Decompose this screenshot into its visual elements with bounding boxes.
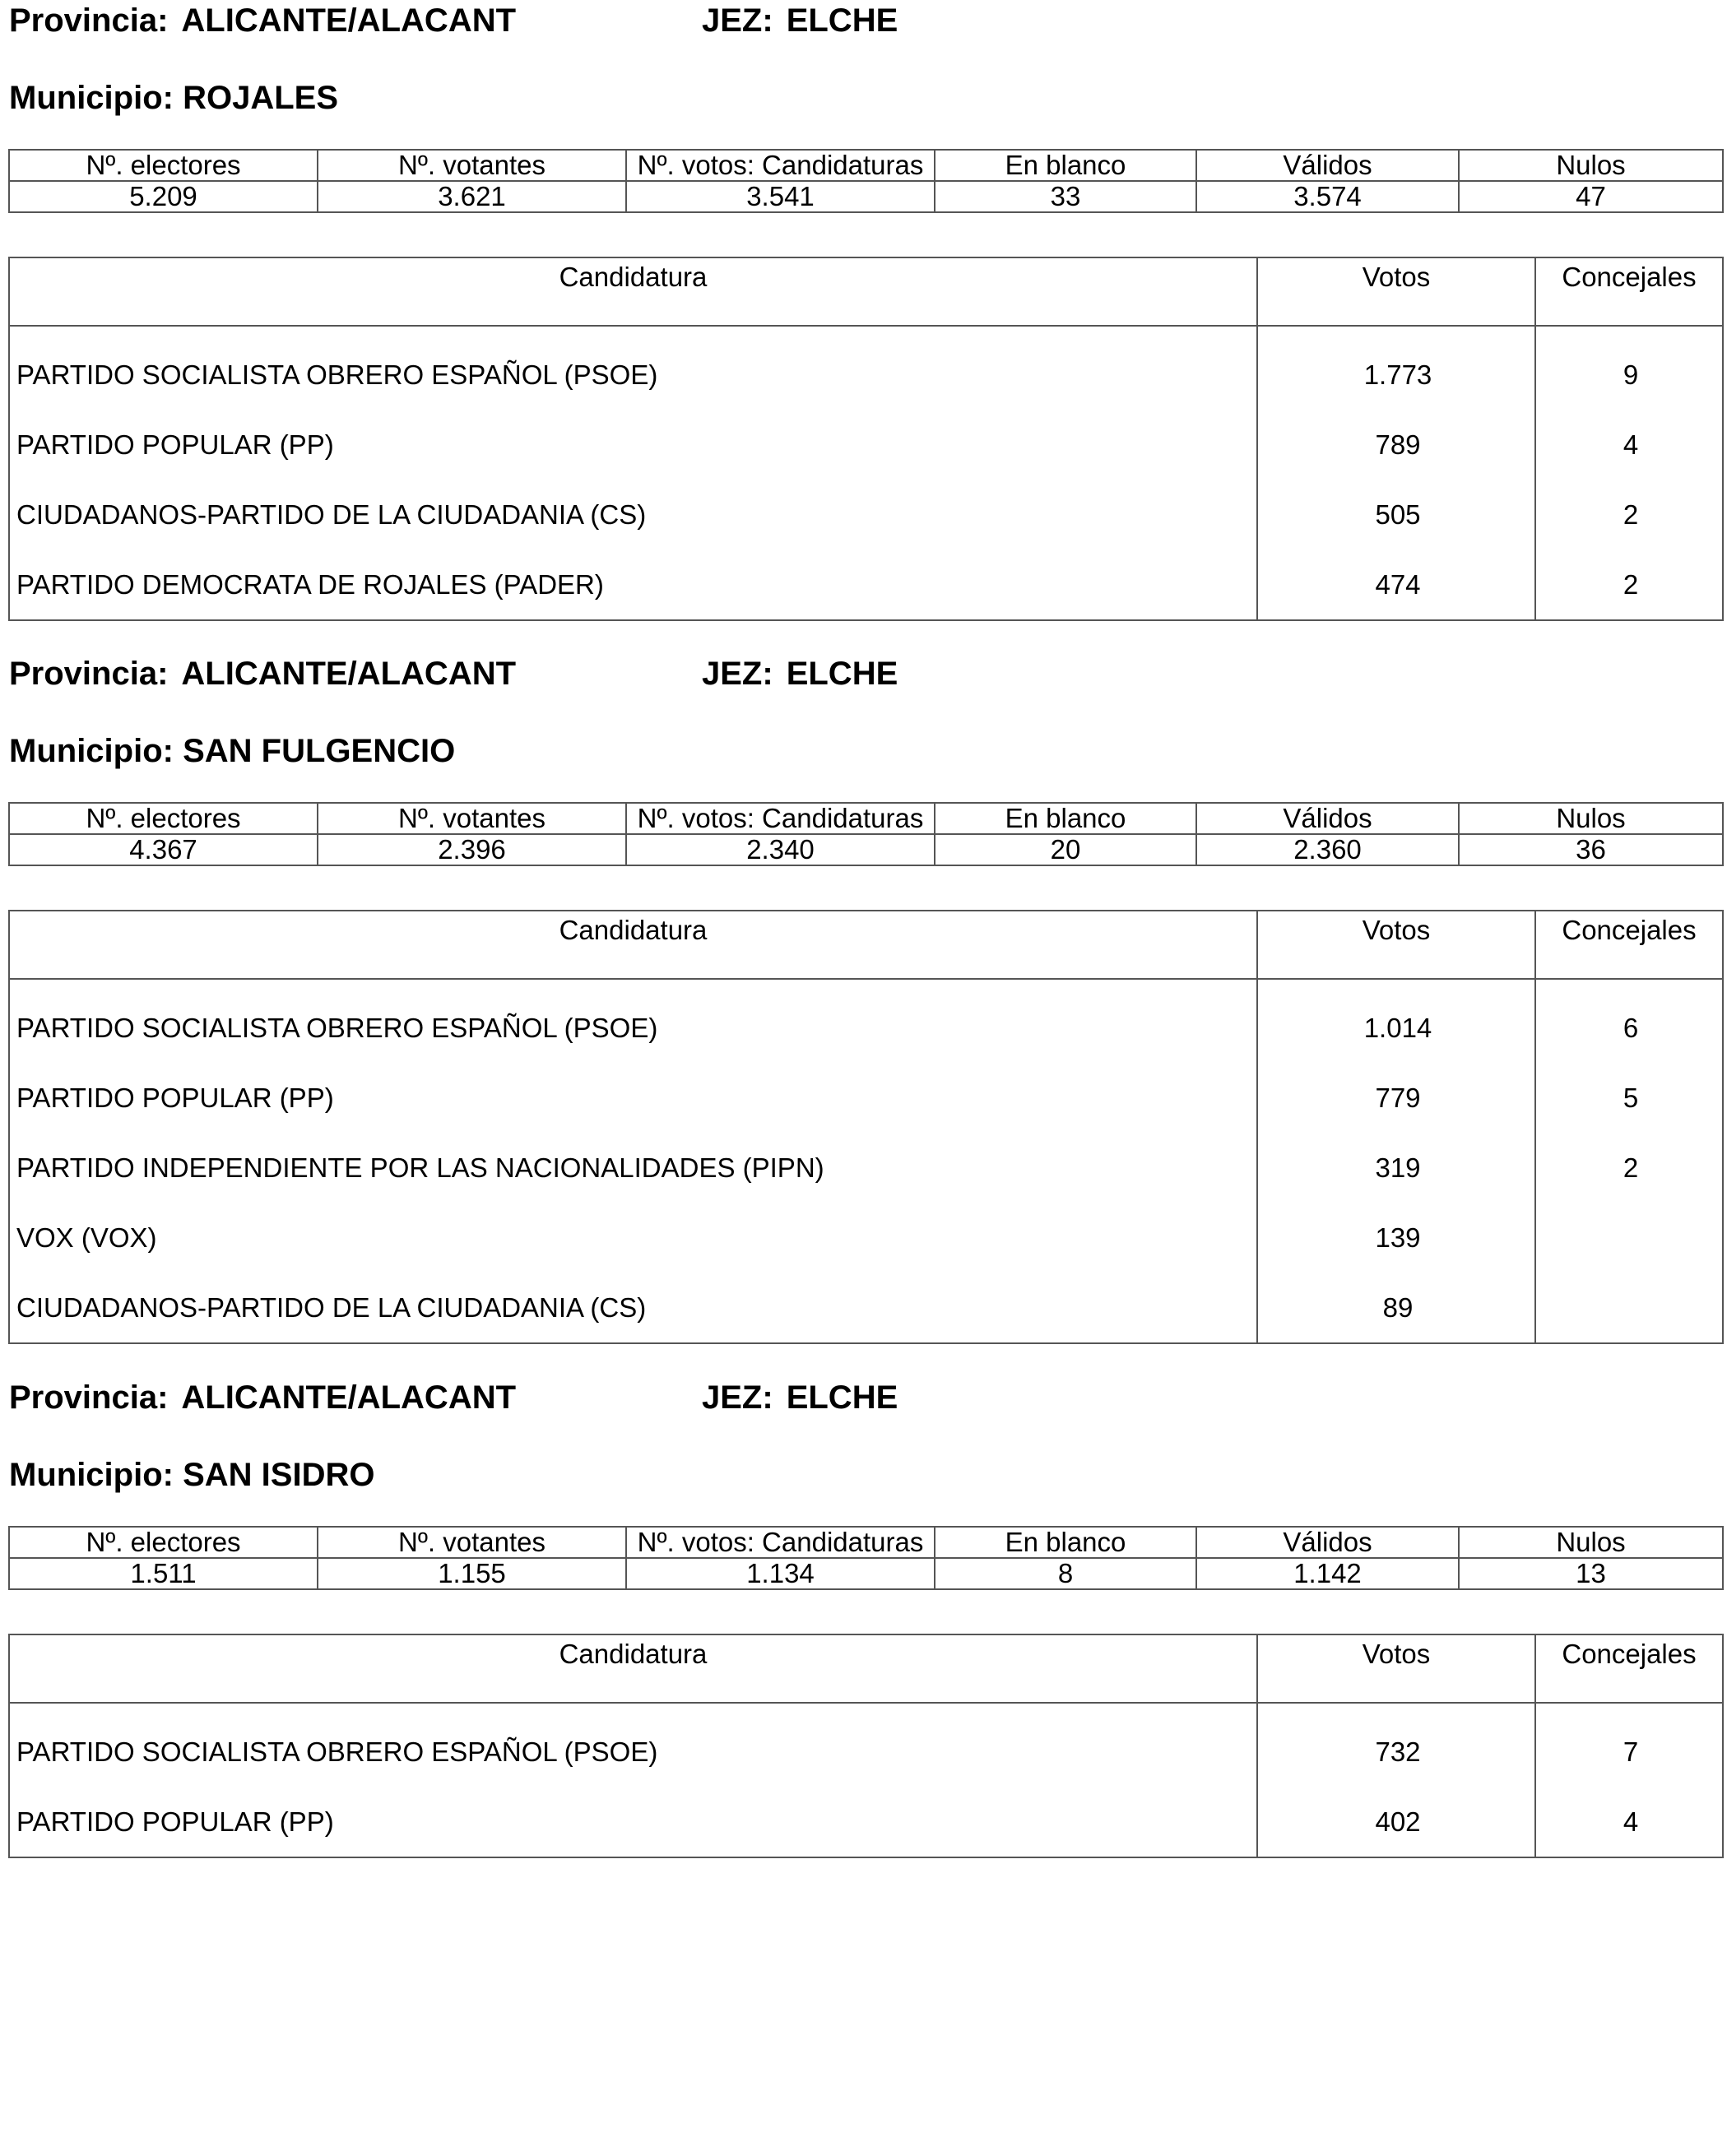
candidatura-row bbox=[9, 1203, 1723, 1273]
provincia-label: Provincia: bbox=[9, 2, 169, 39]
candidatura-name: PARTIDO POPULAR (PP) bbox=[16, 1806, 334, 1837]
candidatura-row bbox=[9, 1787, 1723, 1857]
provincia-value: ALICANTE/ALACANT bbox=[181, 1379, 517, 1416]
votos-header: Votos bbox=[1257, 911, 1535, 979]
candidatura-header: Candidatura bbox=[9, 911, 1257, 979]
concejales-header: Concejales bbox=[1535, 1634, 1723, 1703]
stats-value-row bbox=[9, 1558, 1723, 1589]
stats-nulos: 47 bbox=[1459, 181, 1723, 212]
candidatura-name: PARTIDO SOCIALISTA OBRERO ESPAÑOL (PSOE) bbox=[16, 1012, 658, 1043]
candidatura-name: PARTIDO POPULAR (PP) bbox=[16, 1082, 334, 1113]
stats-votos-candidaturas: 2.340 bbox=[626, 834, 935, 865]
provincia-header bbox=[9, 654, 516, 693]
candidatura-votos: 789 bbox=[1257, 410, 1535, 480]
candidaturas-header-row bbox=[9, 257, 1723, 326]
candidatura-name: CIUDADANOS-PARTIDO DE LA CIUDADANIA (CS) bbox=[16, 1291, 647, 1323]
candidatura-name: PARTIDO SOCIALISTA OBRERO ESPAÑOL (PSOE) bbox=[16, 359, 658, 390]
candidatura-votos: 474 bbox=[1257, 549, 1535, 620]
municipio-label: Municipio: bbox=[9, 1457, 174, 1493]
stats-header-votos-candidaturas: Nº. votos: Candidaturas bbox=[626, 150, 935, 181]
stats-header-en-blanco: En blanco bbox=[935, 1527, 1196, 1558]
stats-value-row bbox=[9, 181, 1723, 212]
stats-header-validos: Válidos bbox=[1196, 803, 1459, 834]
candidatura-row bbox=[9, 1703, 1723, 1787]
stats-header-nulos: Nulos bbox=[1459, 1527, 1723, 1558]
candidatura-concejales: 5 bbox=[1535, 1063, 1723, 1133]
stats-header-electores: Nº. electores bbox=[9, 1527, 318, 1558]
jez-value: ELCHE bbox=[786, 1379, 898, 1416]
stats-votantes: 3.621 bbox=[318, 181, 626, 212]
stats-header-electores: Nº. electores bbox=[9, 803, 318, 834]
jez-header bbox=[702, 654, 898, 693]
stats-header-row bbox=[9, 1527, 1723, 1558]
candidatura-name: PARTIDO INDEPENDIENTE POR LAS NACIONALIDADES (PIPN) bbox=[16, 1152, 824, 1183]
stats-header-votantes: Nº. votantes bbox=[318, 1527, 626, 1558]
candidatura-header: Candidatura bbox=[9, 257, 1257, 326]
candidatura-votos: 1.773 bbox=[1257, 326, 1535, 410]
candidatura-name: VOX (VOX) bbox=[16, 1222, 157, 1253]
jez-value: ELCHE bbox=[786, 2, 898, 39]
jez-value: ELCHE bbox=[786, 656, 898, 692]
provincia-header bbox=[9, 1378, 516, 1417]
candidatura-concejales: 2 bbox=[1535, 549, 1723, 620]
stats-header-votos-candidaturas: Nº. votos: Candidaturas bbox=[626, 803, 935, 834]
candidatura-row bbox=[9, 326, 1723, 410]
candidatura-header: Candidatura bbox=[9, 1634, 1257, 1703]
stats-nulos: 13 bbox=[1459, 1558, 1723, 1589]
candidaturas-table bbox=[8, 910, 1724, 1344]
candidatura-row bbox=[9, 1063, 1723, 1133]
candidatura-votos: 89 bbox=[1257, 1273, 1535, 1343]
provincia-value: ALICANTE/ALACANT bbox=[181, 2, 517, 39]
candidaturas-table bbox=[8, 257, 1724, 621]
candidatura-concejales bbox=[1535, 1203, 1723, 1273]
candidatura-concejales: 4 bbox=[1535, 1787, 1723, 1857]
candidatura-name: PARTIDO DEMOCRATA DE ROJALES (PADER) bbox=[16, 568, 604, 600]
candidatura-votos: 402 bbox=[1257, 1787, 1535, 1857]
jez-label: JEZ: bbox=[702, 1379, 773, 1416]
candidatura-concejales: 2 bbox=[1535, 1133, 1723, 1203]
concejales-header: Concejales bbox=[1535, 911, 1723, 979]
candidaturas-header-row bbox=[9, 1634, 1723, 1703]
candidatura-concejales bbox=[1535, 1273, 1723, 1343]
candidatura-row bbox=[9, 979, 1723, 1063]
candidatura-votos: 1.014 bbox=[1257, 979, 1535, 1063]
stats-en-blanco: 20 bbox=[935, 834, 1196, 865]
stats-votos-candidaturas: 1.134 bbox=[626, 1558, 935, 1589]
stats-votantes: 2.396 bbox=[318, 834, 626, 865]
candidatura-name: PARTIDO POPULAR (PP) bbox=[16, 429, 334, 460]
stats-validos: 1.142 bbox=[1196, 1558, 1459, 1589]
candidatura-votos: 732 bbox=[1257, 1703, 1535, 1787]
municipio-value: SAN FULGENCIO bbox=[183, 733, 456, 769]
stats-electores: 1.511 bbox=[9, 1558, 318, 1589]
stats-electores: 4.367 bbox=[9, 834, 318, 865]
municipio-value: ROJALES bbox=[183, 80, 339, 116]
stats-header-validos: Válidos bbox=[1196, 1527, 1459, 1558]
candidatura-concejales: 7 bbox=[1535, 1703, 1723, 1787]
candidaturas-table bbox=[8, 1634, 1724, 1858]
stats-votantes: 1.155 bbox=[318, 1558, 626, 1589]
stats-table bbox=[8, 1526, 1724, 1590]
candidatura-votos: 779 bbox=[1257, 1063, 1535, 1133]
municipio-header bbox=[9, 1455, 374, 1495]
stats-value-row bbox=[9, 834, 1723, 865]
provincia-header bbox=[9, 1, 516, 40]
jez-label: JEZ: bbox=[702, 656, 773, 692]
stats-en-blanco: 33 bbox=[935, 181, 1196, 212]
municipio-value: SAN ISIDRO bbox=[183, 1457, 375, 1493]
municipio-label: Municipio: bbox=[9, 733, 174, 769]
municipio-label: Municipio: bbox=[9, 80, 174, 116]
stats-header-validos: Válidos bbox=[1196, 150, 1459, 181]
stats-validos: 3.574 bbox=[1196, 181, 1459, 212]
candidatura-votos: 139 bbox=[1257, 1203, 1535, 1273]
concejales-header: Concejales bbox=[1535, 257, 1723, 326]
provincia-label: Provincia: bbox=[9, 656, 169, 692]
jez-label: JEZ: bbox=[702, 2, 773, 39]
votos-header: Votos bbox=[1257, 257, 1535, 326]
stats-table bbox=[8, 149, 1724, 213]
stats-electores: 5.209 bbox=[9, 181, 318, 212]
candidatura-concejales: 4 bbox=[1535, 410, 1723, 480]
stats-header-row bbox=[9, 150, 1723, 181]
stats-header-en-blanco: En blanco bbox=[935, 150, 1196, 181]
candidaturas-header-row bbox=[9, 911, 1723, 979]
jez-header bbox=[702, 1, 898, 40]
stats-table bbox=[8, 802, 1724, 866]
stats-header-row bbox=[9, 803, 1723, 834]
stats-header-electores: Nº. electores bbox=[9, 150, 318, 181]
stats-votos-candidaturas: 3.541 bbox=[626, 181, 935, 212]
stats-en-blanco: 8 bbox=[935, 1558, 1196, 1589]
candidatura-votos: 319 bbox=[1257, 1133, 1535, 1203]
candidatura-row bbox=[9, 480, 1723, 549]
votos-header: Votos bbox=[1257, 1634, 1535, 1703]
candidatura-concejales: 6 bbox=[1535, 979, 1723, 1063]
candidatura-row bbox=[9, 1273, 1723, 1343]
candidatura-row bbox=[9, 1133, 1723, 1203]
municipio-header bbox=[9, 731, 455, 771]
stats-header-votantes: Nº. votantes bbox=[318, 150, 626, 181]
stats-header-votos-candidaturas: Nº. votos: Candidaturas bbox=[626, 1527, 935, 1558]
candidatura-concejales: 9 bbox=[1535, 326, 1723, 410]
municipio-header bbox=[9, 78, 338, 118]
stats-header-en-blanco: En blanco bbox=[935, 803, 1196, 834]
provincia-label: Provincia: bbox=[9, 1379, 169, 1416]
provincia-value: ALICANTE/ALACANT bbox=[181, 656, 517, 692]
candidatura-row bbox=[9, 549, 1723, 620]
candidatura-name: CIUDADANOS-PARTIDO DE LA CIUDADANIA (CS) bbox=[16, 498, 647, 530]
stats-header-votantes: Nº. votantes bbox=[318, 803, 626, 834]
stats-validos: 2.360 bbox=[1196, 834, 1459, 865]
candidatura-concejales: 2 bbox=[1535, 480, 1723, 549]
candidatura-votos: 505 bbox=[1257, 480, 1535, 549]
candidatura-row bbox=[9, 410, 1723, 480]
stats-header-nulos: Nulos bbox=[1459, 150, 1723, 181]
candidatura-name: PARTIDO SOCIALISTA OBRERO ESPAÑOL (PSOE) bbox=[16, 1736, 658, 1767]
stats-nulos: 36 bbox=[1459, 834, 1723, 865]
stats-header-nulos: Nulos bbox=[1459, 803, 1723, 834]
jez-header bbox=[702, 1378, 898, 1417]
